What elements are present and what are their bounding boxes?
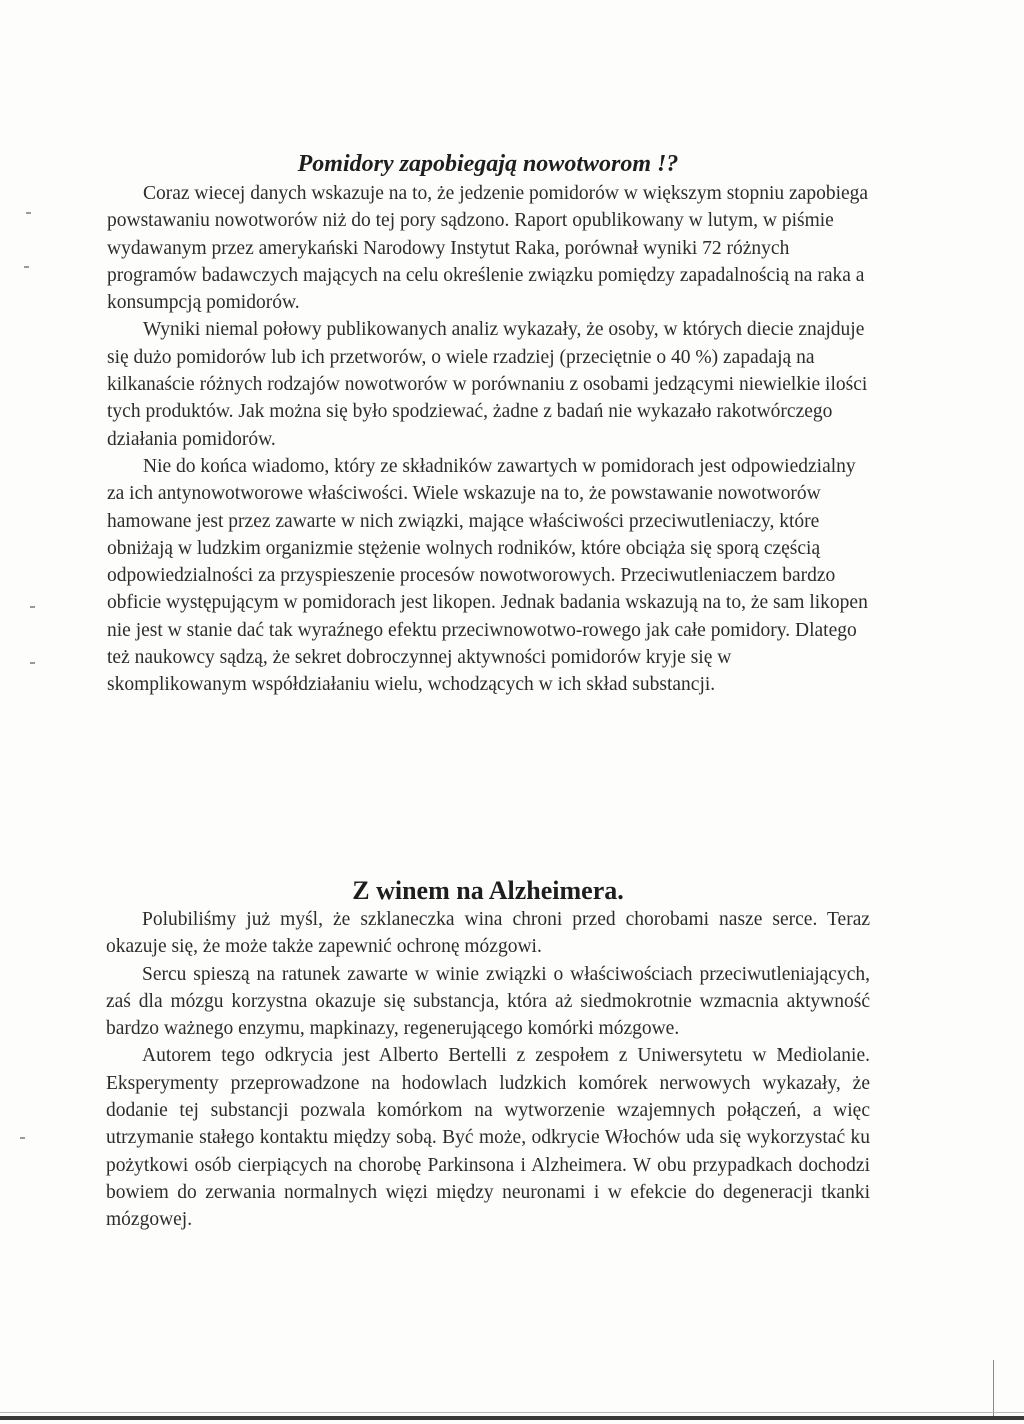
scan-margin-mark xyxy=(20,1137,25,1139)
scan-margin-mark xyxy=(30,662,35,664)
scan-margin-mark xyxy=(24,266,29,268)
article-tomatoes-title: Pomidory zapobiegają nowotworom !? xyxy=(297,151,679,177)
article-wine xyxy=(106,876,870,1234)
article-wine-paragraph-1: Polubiliśmy już myśl, że szklaneczka wina chroni przed chorobami nasze serce. Teraz okazuje się, że może także zapewnić ochronę mózgowi. xyxy=(106,909,870,958)
scan-edge-line xyxy=(993,1360,994,1416)
article-wine-paragraph-3: Autorem tego odkrycia jest Alberto Bertelli z zespołem z Uniwersytetu w Mediolanie. Eksperymenty przeprowadzone na hodowlach ludzkich komórek nerwowych wykazały, że dodanie tej substancji pozwala komórkom na wytworzenie wzajemnych połączeń, a więc utrzymanie stałego kontaktu między sobą. Być może, odkrycie Włochów uda się wykorzystać ku pożytkowi osób cierpiących na chorobę Parkinsona i Alzheimera. W obu przypadkach dochodzi bowiem do zerwania normalnych więzi między neuronami i w efekcie do degeneracji tkanki mózgowej. xyxy=(106,1045,870,1231)
article-wine-paragraph-2: Sercu spieszą na ratunek zawarte w winie związki o właściwościach przeciwutleniających, zaś dla mózgu korzystna okazuje się substancja, która aż siedmokrotnie wzmacnia aktywność bardzo ważnego enzymu, mapkinazy, regenerującego komórki mózgowe. xyxy=(106,963,870,1040)
scan-margin-mark xyxy=(30,606,35,608)
article-tomatoes-paragraph-1: Coraz wiecej danych wskazuje na to, że jedzenie pomidorów w większym stopniu zapobiega powstawaniu nowotworów niż do tej pory sądzono. Raport opublikowany w lutym, w piśmie wydawanym przez amerykański Narodowy Instytut Raka, porównał wyniki 72 różnych programów badawczych mających na celu określenie związku pomiędzy zapadalnością na raka a konsumpcją pomidorów. xyxy=(107,183,869,314)
scan-margin-mark xyxy=(26,212,31,214)
article-tomatoes-paragraph-3: Nie do końca wiadomo, który ze składników zawartych w pomidorach jest odpowiedzialny za ich antynowotworowe właściwości. Wiele wskazuje na to, że powstawanie nowotworów hamowane jest przez zawarte w nich związki, mające właściwości przeciwutleniaczy, które obniżają w ludzkim organizmie stężenie wolnych rodników, które obciąża się sporą częścią odpowiedzialności za przyspieszenie procesów nowotworowych. Przeciwutleniaczem bardzo obficie występującym w pomidorach jest likopen. Jednak badania wskazują na to, że sam likopen nie jest w stanie dać tak wyraźnego efektu przeciwnowotwo-rowego jak całe pomidory. Dlatego też naukowcy sądzą, że sekret dobroczynnej aktywności pomidorów kryje się w skomplikowanym współdziałaniu wielu, wchodzących w ich skład substancji. xyxy=(107,455,868,696)
article-tomatoes xyxy=(107,150,869,699)
article-wine-title: Z winem na Alzheimera. xyxy=(352,876,624,905)
scan-bottom-shadow xyxy=(0,1412,1024,1413)
article-tomatoes-paragraph-2: Wyniki niemal połowy publikowanych analiz wykazały, że osoby, w których diecie znajduje się dużo pomidorów lub ich przetworów, o wiele rzadziej (przeciętnie o 40 %) zapadają na kilkanaście różnych rodzajów nowotworów w porównaniu z osobami jedzącymi niewielkie ilości tych produktów. Jak można się było spodziewać, żadne z badań nie wykazało rakotwórczego działania pomidorów. xyxy=(107,319,868,450)
scan-bottom-edge xyxy=(0,1416,1024,1420)
